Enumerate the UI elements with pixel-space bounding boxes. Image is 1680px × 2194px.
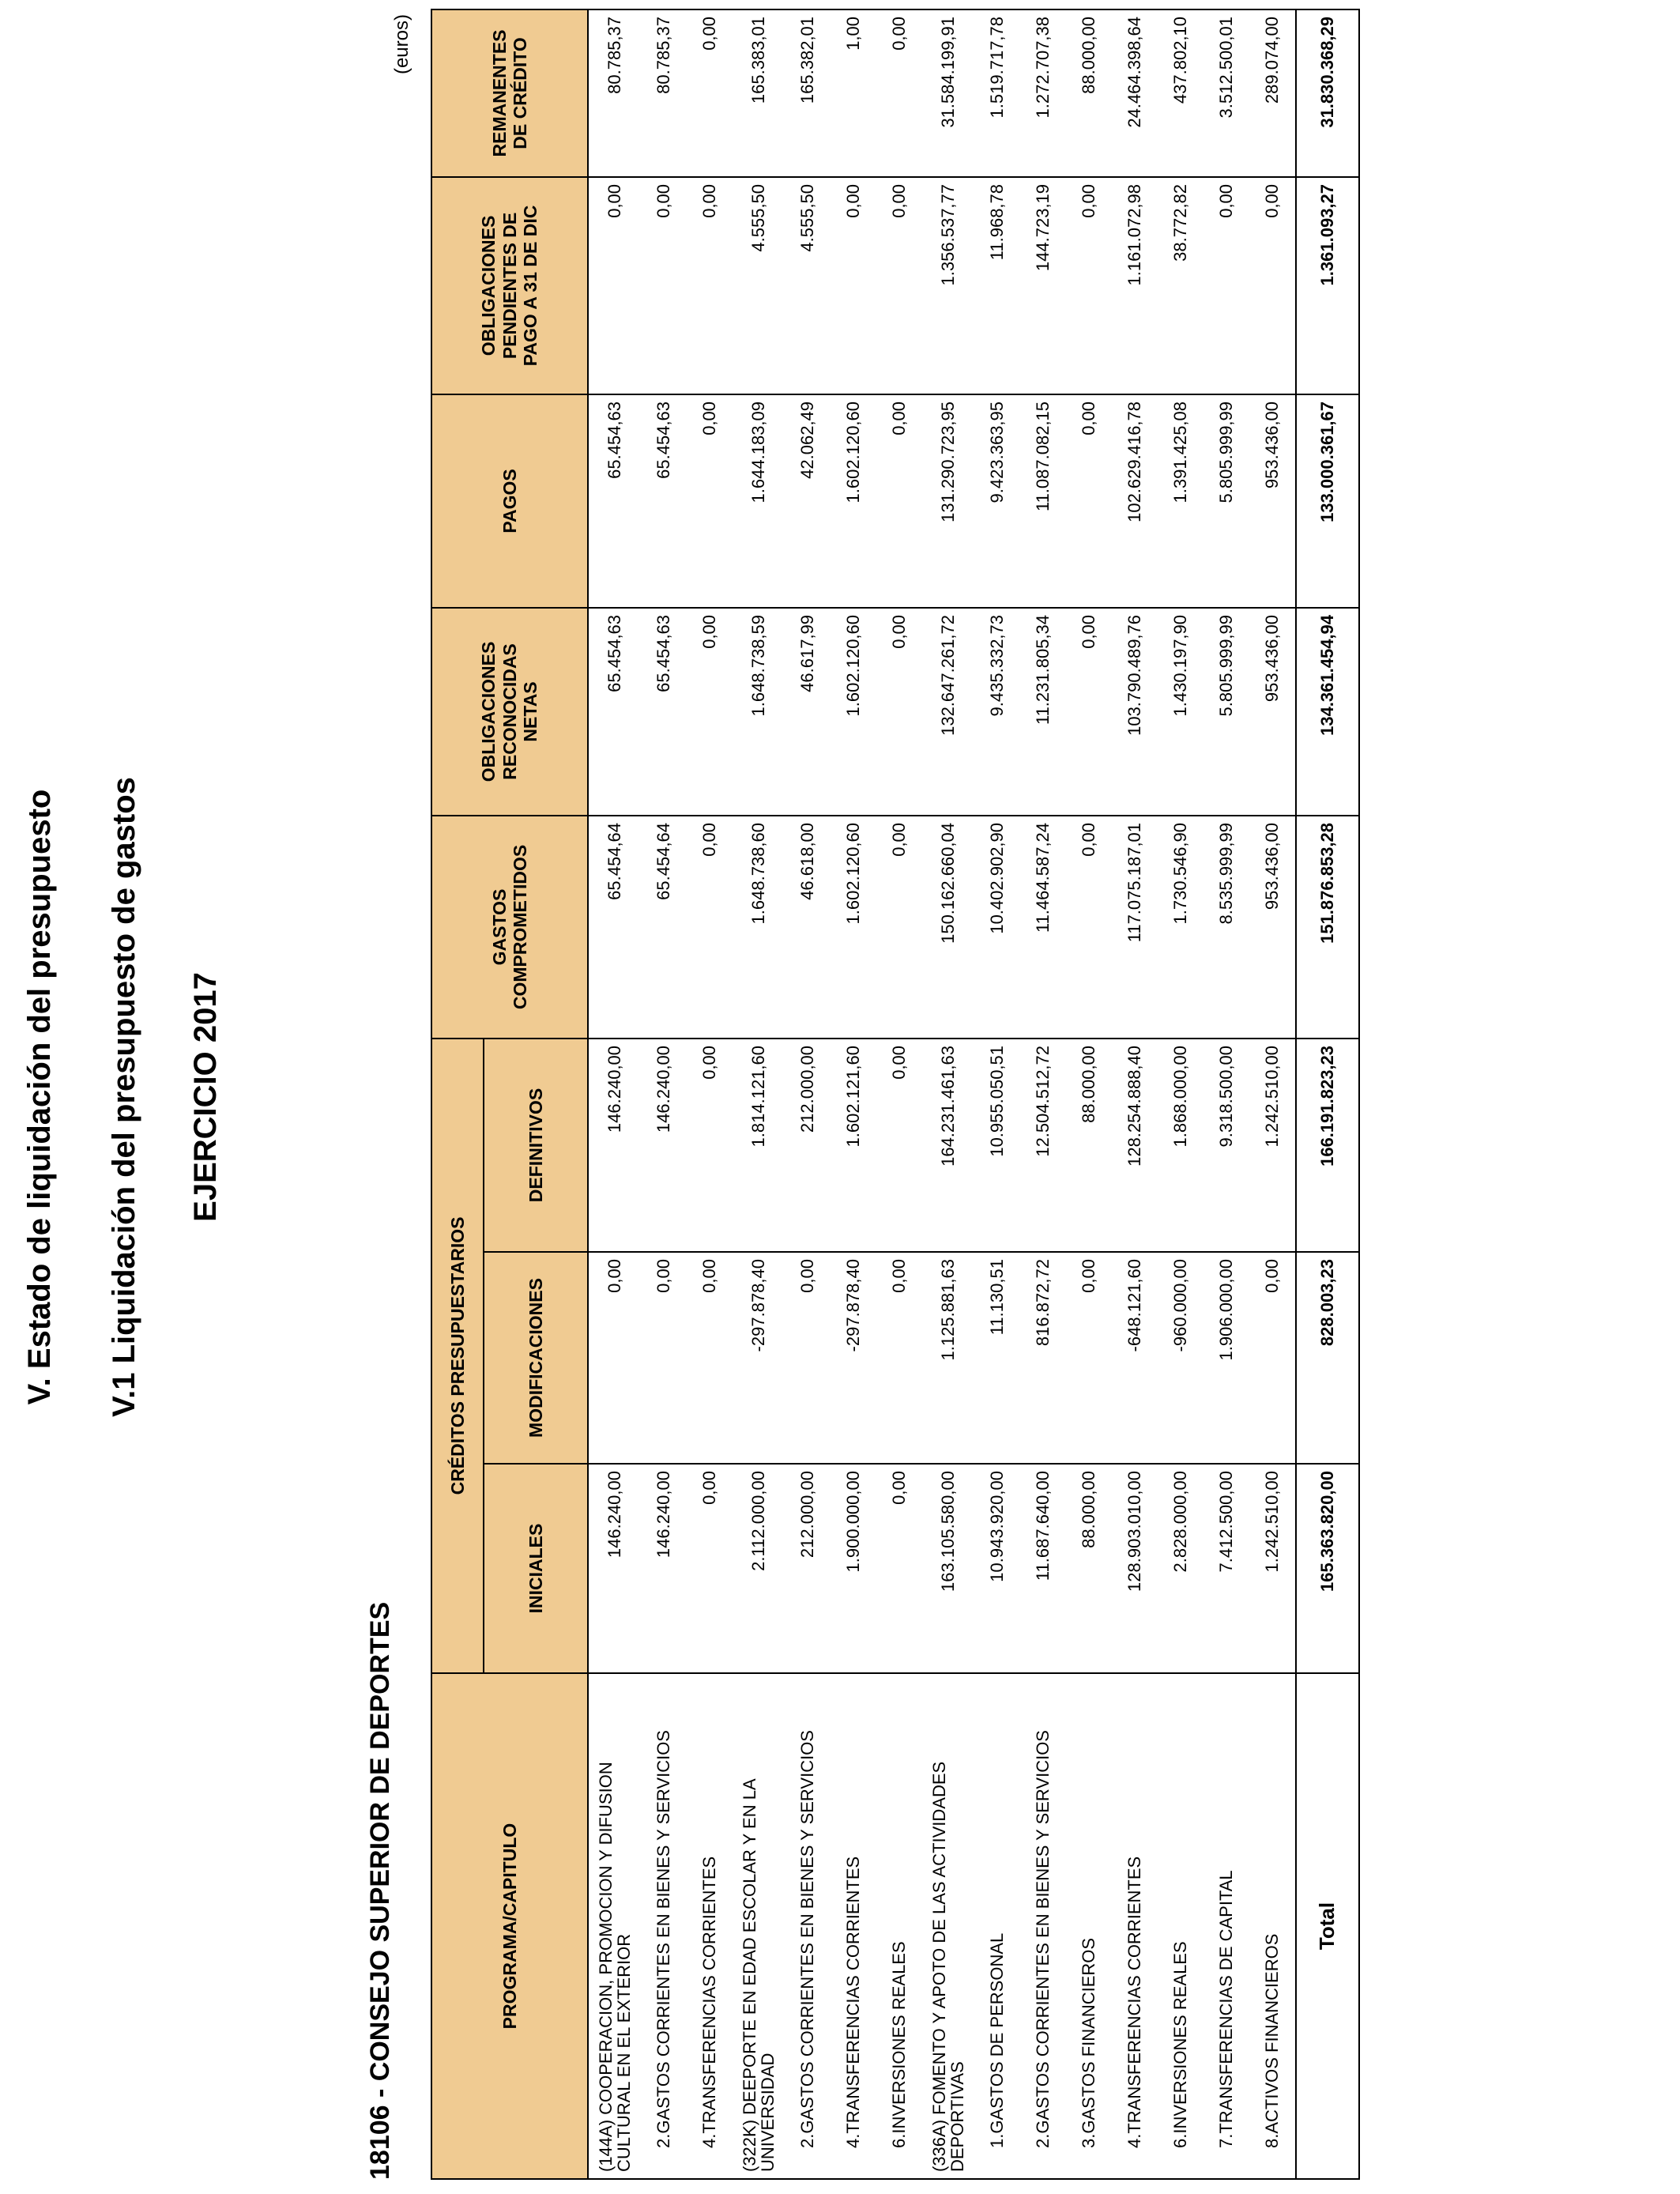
cell-modificaciones: -297.878,40 bbox=[831, 1252, 876, 1464]
cell-gastos: 117.075.187,01 bbox=[1112, 816, 1158, 1039]
cell-iniciales: 0,00 bbox=[876, 1464, 922, 1673]
chapter-name: 6.INVERSIONES REALES bbox=[876, 1673, 922, 2179]
cell-pendientes: 0,00 bbox=[831, 177, 876, 394]
chapter-name: 2.GASTOS CORRIENTES EN BIENES Y SERVICIOS bbox=[785, 1673, 831, 2179]
cell-remanentes: 88.000,00 bbox=[1066, 9, 1112, 177]
cell-obligaciones: 953.436,00 bbox=[1249, 608, 1296, 816]
cell-modificaciones: 816.872,72 bbox=[1020, 1252, 1066, 1464]
col-header-modificaciones: MODIFICACIONES bbox=[484, 1252, 588, 1464]
table-row bbox=[922, 9, 974, 2179]
cell-remanentes: 24.464.398,64 bbox=[1112, 9, 1158, 177]
cell-obligaciones: 0,00 bbox=[1066, 608, 1112, 816]
cell-modificaciones: 0,00 bbox=[588, 1252, 641, 1464]
cell-gastos: 1.648.738,60 bbox=[733, 816, 785, 1039]
cell-pendientes: 11.968,78 bbox=[974, 177, 1020, 394]
cell-gastos: 0,00 bbox=[1066, 816, 1112, 1039]
cell-remanentes: 1.519.717,78 bbox=[974, 9, 1020, 177]
table-row bbox=[1158, 9, 1203, 2179]
table-row bbox=[588, 9, 641, 2179]
table-row bbox=[876, 9, 922, 2179]
cell-pendientes: 4.555,50 bbox=[733, 177, 785, 394]
cell-remanentes: 80.785,37 bbox=[588, 9, 641, 177]
cell-obligaciones: 0,00 bbox=[876, 608, 922, 816]
cell-definitivos: 146.240,00 bbox=[641, 1039, 687, 1252]
chapter-name: 7.TRANSFERENCIAS DE CAPITAL bbox=[1203, 1673, 1249, 2179]
table-row bbox=[785, 9, 831, 2179]
cell-remanentes: 31.584.199,91 bbox=[922, 9, 974, 177]
cell-iniciales: 1.242.510,00 bbox=[1249, 1464, 1296, 1673]
cell-modificaciones: -297.878,40 bbox=[733, 1252, 785, 1464]
header-row-group bbox=[431, 9, 484, 2179]
table-row bbox=[1249, 9, 1296, 2179]
cell-obligaciones: 0,00 bbox=[687, 608, 733, 816]
cell-definitivos: 1.868.000,00 bbox=[1158, 1039, 1203, 1252]
chapter-name: 2.GASTOS CORRIENTES EN BIENES Y SERVICIOS bbox=[1020, 1673, 1066, 2179]
table-row bbox=[733, 9, 785, 2179]
cell-pagos: 5.805.999,99 bbox=[1203, 394, 1249, 608]
col-header-iniciales: INICIALES bbox=[484, 1464, 588, 1673]
cell-pagos: 102.629.416,78 bbox=[1112, 394, 1158, 608]
cell-obligaciones: 1.602.120,60 bbox=[831, 608, 876, 816]
cell-remanentes: 1,00 bbox=[831, 9, 876, 177]
cell-pagos: 953.436,00 bbox=[1249, 394, 1296, 608]
cell-iniciales: 2.112.000,00 bbox=[733, 1464, 785, 1673]
cell-iniciales: 163.105.580,00 bbox=[922, 1464, 974, 1673]
program-name: (144A) COOPERACION, PROMOCION Y DIFUSION CULTURAL EN EL EXTERIOR bbox=[588, 1673, 641, 2179]
cell-gastos: 10.402.902,90 bbox=[974, 816, 1020, 1039]
page-subtitle: V.1 Liquidación del presupuesto de gastos bbox=[107, 777, 141, 1417]
cell-gastos: 150.162.660,04 bbox=[922, 816, 974, 1039]
chapter-name: 1.GASTOS DE PERSONAL bbox=[974, 1673, 1020, 2179]
cell-iniciales: 128.903.010,00 bbox=[1112, 1464, 1158, 1673]
col-header-remanentes: REMANENTES DE CRÉDITO bbox=[431, 9, 588, 177]
cell-definitivos: 88.000,00 bbox=[1066, 1039, 1112, 1252]
cell-modificaciones: 1.125.881,63 bbox=[922, 1252, 974, 1464]
cell-modificaciones: 0,00 bbox=[1249, 1252, 1296, 1464]
cell-modificaciones: 11.130,51 bbox=[974, 1252, 1020, 1464]
cell-remanentes: 80.785,37 bbox=[641, 9, 687, 177]
cell-pagos: 131.290.723,95 bbox=[922, 394, 974, 608]
cell-gastos: 46.618,00 bbox=[785, 816, 831, 1039]
cell-iniciales: 2.828.000,00 bbox=[1158, 1464, 1203, 1673]
cell-obligaciones: 103.790.489,76 bbox=[1112, 608, 1158, 816]
table-row bbox=[1112, 9, 1158, 2179]
exercise-year: EJERCICIO 2017 bbox=[188, 972, 223, 1222]
cell-modificaciones: 0,00 bbox=[641, 1252, 687, 1464]
col-header-obligaciones: OBLIGACIONES RECONOCIDAS NETAS bbox=[431, 608, 588, 816]
total-remanentes: 31.830.368,29 bbox=[1296, 9, 1359, 177]
cell-pendientes: 0,00 bbox=[876, 177, 922, 394]
table-row bbox=[1066, 9, 1112, 2179]
col-header-program: PROGRAMA/CAPITULO bbox=[431, 1673, 588, 2179]
cell-remanentes: 165.383,01 bbox=[733, 9, 785, 177]
cell-pendientes: 0,00 bbox=[687, 177, 733, 394]
cell-obligaciones: 65.454,63 bbox=[588, 608, 641, 816]
cell-gastos: 65.454,64 bbox=[641, 816, 687, 1039]
cell-definitivos: 0,00 bbox=[687, 1039, 733, 1252]
cell-iniciales: 11.687.640,00 bbox=[1020, 1464, 1066, 1673]
cell-modificaciones: 1.906.000,00 bbox=[1203, 1252, 1249, 1464]
cell-pagos: 42.062,49 bbox=[785, 394, 831, 608]
cell-obligaciones: 1.648.738,59 bbox=[733, 608, 785, 816]
cell-gastos: 11.464.587,24 bbox=[1020, 816, 1066, 1039]
cell-remanentes: 0,00 bbox=[876, 9, 922, 177]
cell-gastos: 0,00 bbox=[687, 816, 733, 1039]
cell-obligaciones: 11.231.805,34 bbox=[1020, 608, 1066, 816]
cell-obligaciones: 9.435.332,73 bbox=[974, 608, 1020, 816]
cell-gastos: 0,00 bbox=[876, 816, 922, 1039]
cell-pagos: 11.087.082,15 bbox=[1020, 394, 1066, 608]
cell-modificaciones: 0,00 bbox=[876, 1252, 922, 1464]
cell-pagos: 1.391.425,08 bbox=[1158, 394, 1203, 608]
cell-iniciales: 88.000,00 bbox=[1066, 1464, 1112, 1673]
col-header-gastos: GASTOS COMPROMETIDOS bbox=[431, 816, 588, 1039]
cell-gastos: 8.535.999,99 bbox=[1203, 816, 1249, 1039]
col-header-definitivos: DEFINITIVOS bbox=[484, 1039, 588, 1252]
cell-pagos: 0,00 bbox=[1066, 394, 1112, 608]
cell-pagos: 0,00 bbox=[687, 394, 733, 608]
cell-pagos: 65.454,63 bbox=[588, 394, 641, 608]
cell-pagos: 1.602.120,60 bbox=[831, 394, 876, 608]
program-name: (336A) FOMENTO Y APOTO DE LAS ACTIVIDADES DEPORTIVAS bbox=[922, 1673, 974, 2179]
cell-pendientes: 0,00 bbox=[1203, 177, 1249, 394]
cell-definitivos: 9.318.500,00 bbox=[1203, 1039, 1249, 1252]
cell-iniciales: 1.900.000,00 bbox=[831, 1464, 876, 1673]
cell-definitivos: 128.254.888,40 bbox=[1112, 1039, 1158, 1252]
total-label: Total bbox=[1296, 1673, 1359, 2179]
table-row bbox=[687, 9, 733, 2179]
cell-obligaciones: 5.805.999,99 bbox=[1203, 608, 1249, 816]
cell-definitivos: 1.602.121,60 bbox=[831, 1039, 876, 1252]
cell-remanentes: 437.802,10 bbox=[1158, 9, 1203, 177]
cell-remanentes: 0,00 bbox=[687, 9, 733, 177]
col-header-pagos: PAGOS bbox=[431, 394, 588, 608]
cell-pendientes: 1.161.072,98 bbox=[1112, 177, 1158, 394]
cell-definitivos: 10.955.050,51 bbox=[974, 1039, 1020, 1252]
table-body bbox=[588, 9, 1359, 2179]
cell-pagos: 9.423.363,95 bbox=[974, 394, 1020, 608]
table-row bbox=[1203, 9, 1249, 2179]
cell-pendientes: 144.723,19 bbox=[1020, 177, 1066, 394]
cell-pendientes: 0,00 bbox=[1249, 177, 1296, 394]
cell-iniciales: 0,00 bbox=[687, 1464, 733, 1673]
chapter-name: 6.INVERSIONES REALES bbox=[1158, 1673, 1203, 2179]
cell-remanentes: 1.272.707,38 bbox=[1020, 9, 1066, 177]
table-row bbox=[1020, 9, 1066, 2179]
col-group-creditos: CRÉDITOS PRESUPUESTARIOS bbox=[431, 1039, 484, 1673]
cell-definitivos: 164.231.461,63 bbox=[922, 1039, 974, 1252]
cell-modificaciones: -648.121,60 bbox=[1112, 1252, 1158, 1464]
cell-definitivos: 146.240,00 bbox=[588, 1039, 641, 1252]
table-row bbox=[974, 9, 1020, 2179]
total-modificaciones: 828.003,23 bbox=[1296, 1252, 1359, 1464]
cell-modificaciones: 0,00 bbox=[1066, 1252, 1112, 1464]
cell-iniciales: 7.412.500,00 bbox=[1203, 1464, 1249, 1673]
cell-modificaciones: 0,00 bbox=[687, 1252, 733, 1464]
cell-pagos: 65.454,63 bbox=[641, 394, 687, 608]
total-obligaciones: 134.361.454,94 bbox=[1296, 608, 1359, 816]
cell-gastos: 953.436,00 bbox=[1249, 816, 1296, 1039]
cell-pendientes: 0,00 bbox=[641, 177, 687, 394]
cell-iniciales: 212.000,00 bbox=[785, 1464, 831, 1673]
program-name: (322K) DEEPORTE EN EDAD ESCOLAR Y EN LA UNIVERSIDAD bbox=[733, 1673, 785, 2179]
chapter-name: 8.ACTIVOS FINANCIEROS bbox=[1249, 1673, 1296, 2179]
cell-pagos: 1.644.183,09 bbox=[733, 394, 785, 608]
cell-definitivos: 212.000,00 bbox=[785, 1039, 831, 1252]
chapter-name: 2.GASTOS CORRIENTES EN BIENES Y SERVICIOS bbox=[641, 1673, 687, 2179]
cell-modificaciones: 0,00 bbox=[785, 1252, 831, 1464]
cell-pendientes: 0,00 bbox=[1066, 177, 1112, 394]
chapter-name: 4.TRANSFERENCIAS CORRIENTES bbox=[831, 1673, 876, 2179]
table-row bbox=[641, 9, 687, 2179]
currency-unit: (euros) bbox=[391, 14, 412, 75]
page-title: V. Estado de liquidación del presupuesto bbox=[22, 789, 57, 1405]
cell-gastos: 65.454,64 bbox=[588, 816, 641, 1039]
chapter-name: 3.GASTOS FINANCIEROS bbox=[1066, 1673, 1112, 2179]
chapter-name: 4.TRANSFERENCIAS CORRIENTES bbox=[1112, 1673, 1158, 2179]
cell-remanentes: 3.512.500,01 bbox=[1203, 9, 1249, 177]
cell-definitivos: 12.504.512,72 bbox=[1020, 1039, 1066, 1252]
cell-iniciales: 146.240,00 bbox=[588, 1464, 641, 1673]
chapter-name: 4.TRANSFERENCIAS CORRIENTES bbox=[687, 1673, 733, 2179]
cell-iniciales: 10.943.920,00 bbox=[974, 1464, 1020, 1673]
cell-obligaciones: 1.430.197,90 bbox=[1158, 608, 1203, 816]
cell-obligaciones: 65.454,63 bbox=[641, 608, 687, 816]
budget-table bbox=[431, 9, 1360, 2180]
cell-gastos: 1.602.120,60 bbox=[831, 816, 876, 1039]
col-header-pendientes: OBLIGACIONES PENDIENTES DE PAGO A 31 DE DIC bbox=[431, 177, 588, 394]
cell-definitivos: 0,00 bbox=[876, 1039, 922, 1252]
total-pagos: 133.000.361,67 bbox=[1296, 394, 1359, 608]
cell-pagos: 0,00 bbox=[876, 394, 922, 608]
total-definitivos: 166.191.823,23 bbox=[1296, 1039, 1359, 1252]
total-pendientes: 1.361.093,27 bbox=[1296, 177, 1359, 394]
cell-pendientes: 38.772,82 bbox=[1158, 177, 1203, 394]
cell-pendientes: 1.356.537,77 bbox=[922, 177, 974, 394]
cell-definitivos: 1.814.121,60 bbox=[733, 1039, 785, 1252]
total-iniciales: 165.363.820,00 bbox=[1296, 1464, 1359, 1673]
cell-definitivos: 1.242.510,00 bbox=[1249, 1039, 1296, 1252]
cell-obligaciones: 132.647.261,72 bbox=[922, 608, 974, 816]
cell-pendientes: 4.555,50 bbox=[785, 177, 831, 394]
total-gastos: 151.876.853,28 bbox=[1296, 816, 1359, 1039]
cell-remanentes: 165.382,01 bbox=[785, 9, 831, 177]
cell-remanentes: 289.074,00 bbox=[1249, 9, 1296, 177]
cell-iniciales: 146.240,00 bbox=[641, 1464, 687, 1673]
total-row bbox=[1296, 9, 1359, 2179]
cell-gastos: 1.730.546,90 bbox=[1158, 816, 1203, 1039]
cell-modificaciones: -960.000,00 bbox=[1158, 1252, 1203, 1464]
cell-pendientes: 0,00 bbox=[588, 177, 641, 394]
organization-heading: 18106 - CONSEJO SUPERIOR DE DEPORTES bbox=[365, 1601, 395, 2180]
table-row bbox=[831, 9, 876, 2179]
cell-obligaciones: 46.617,99 bbox=[785, 608, 831, 816]
